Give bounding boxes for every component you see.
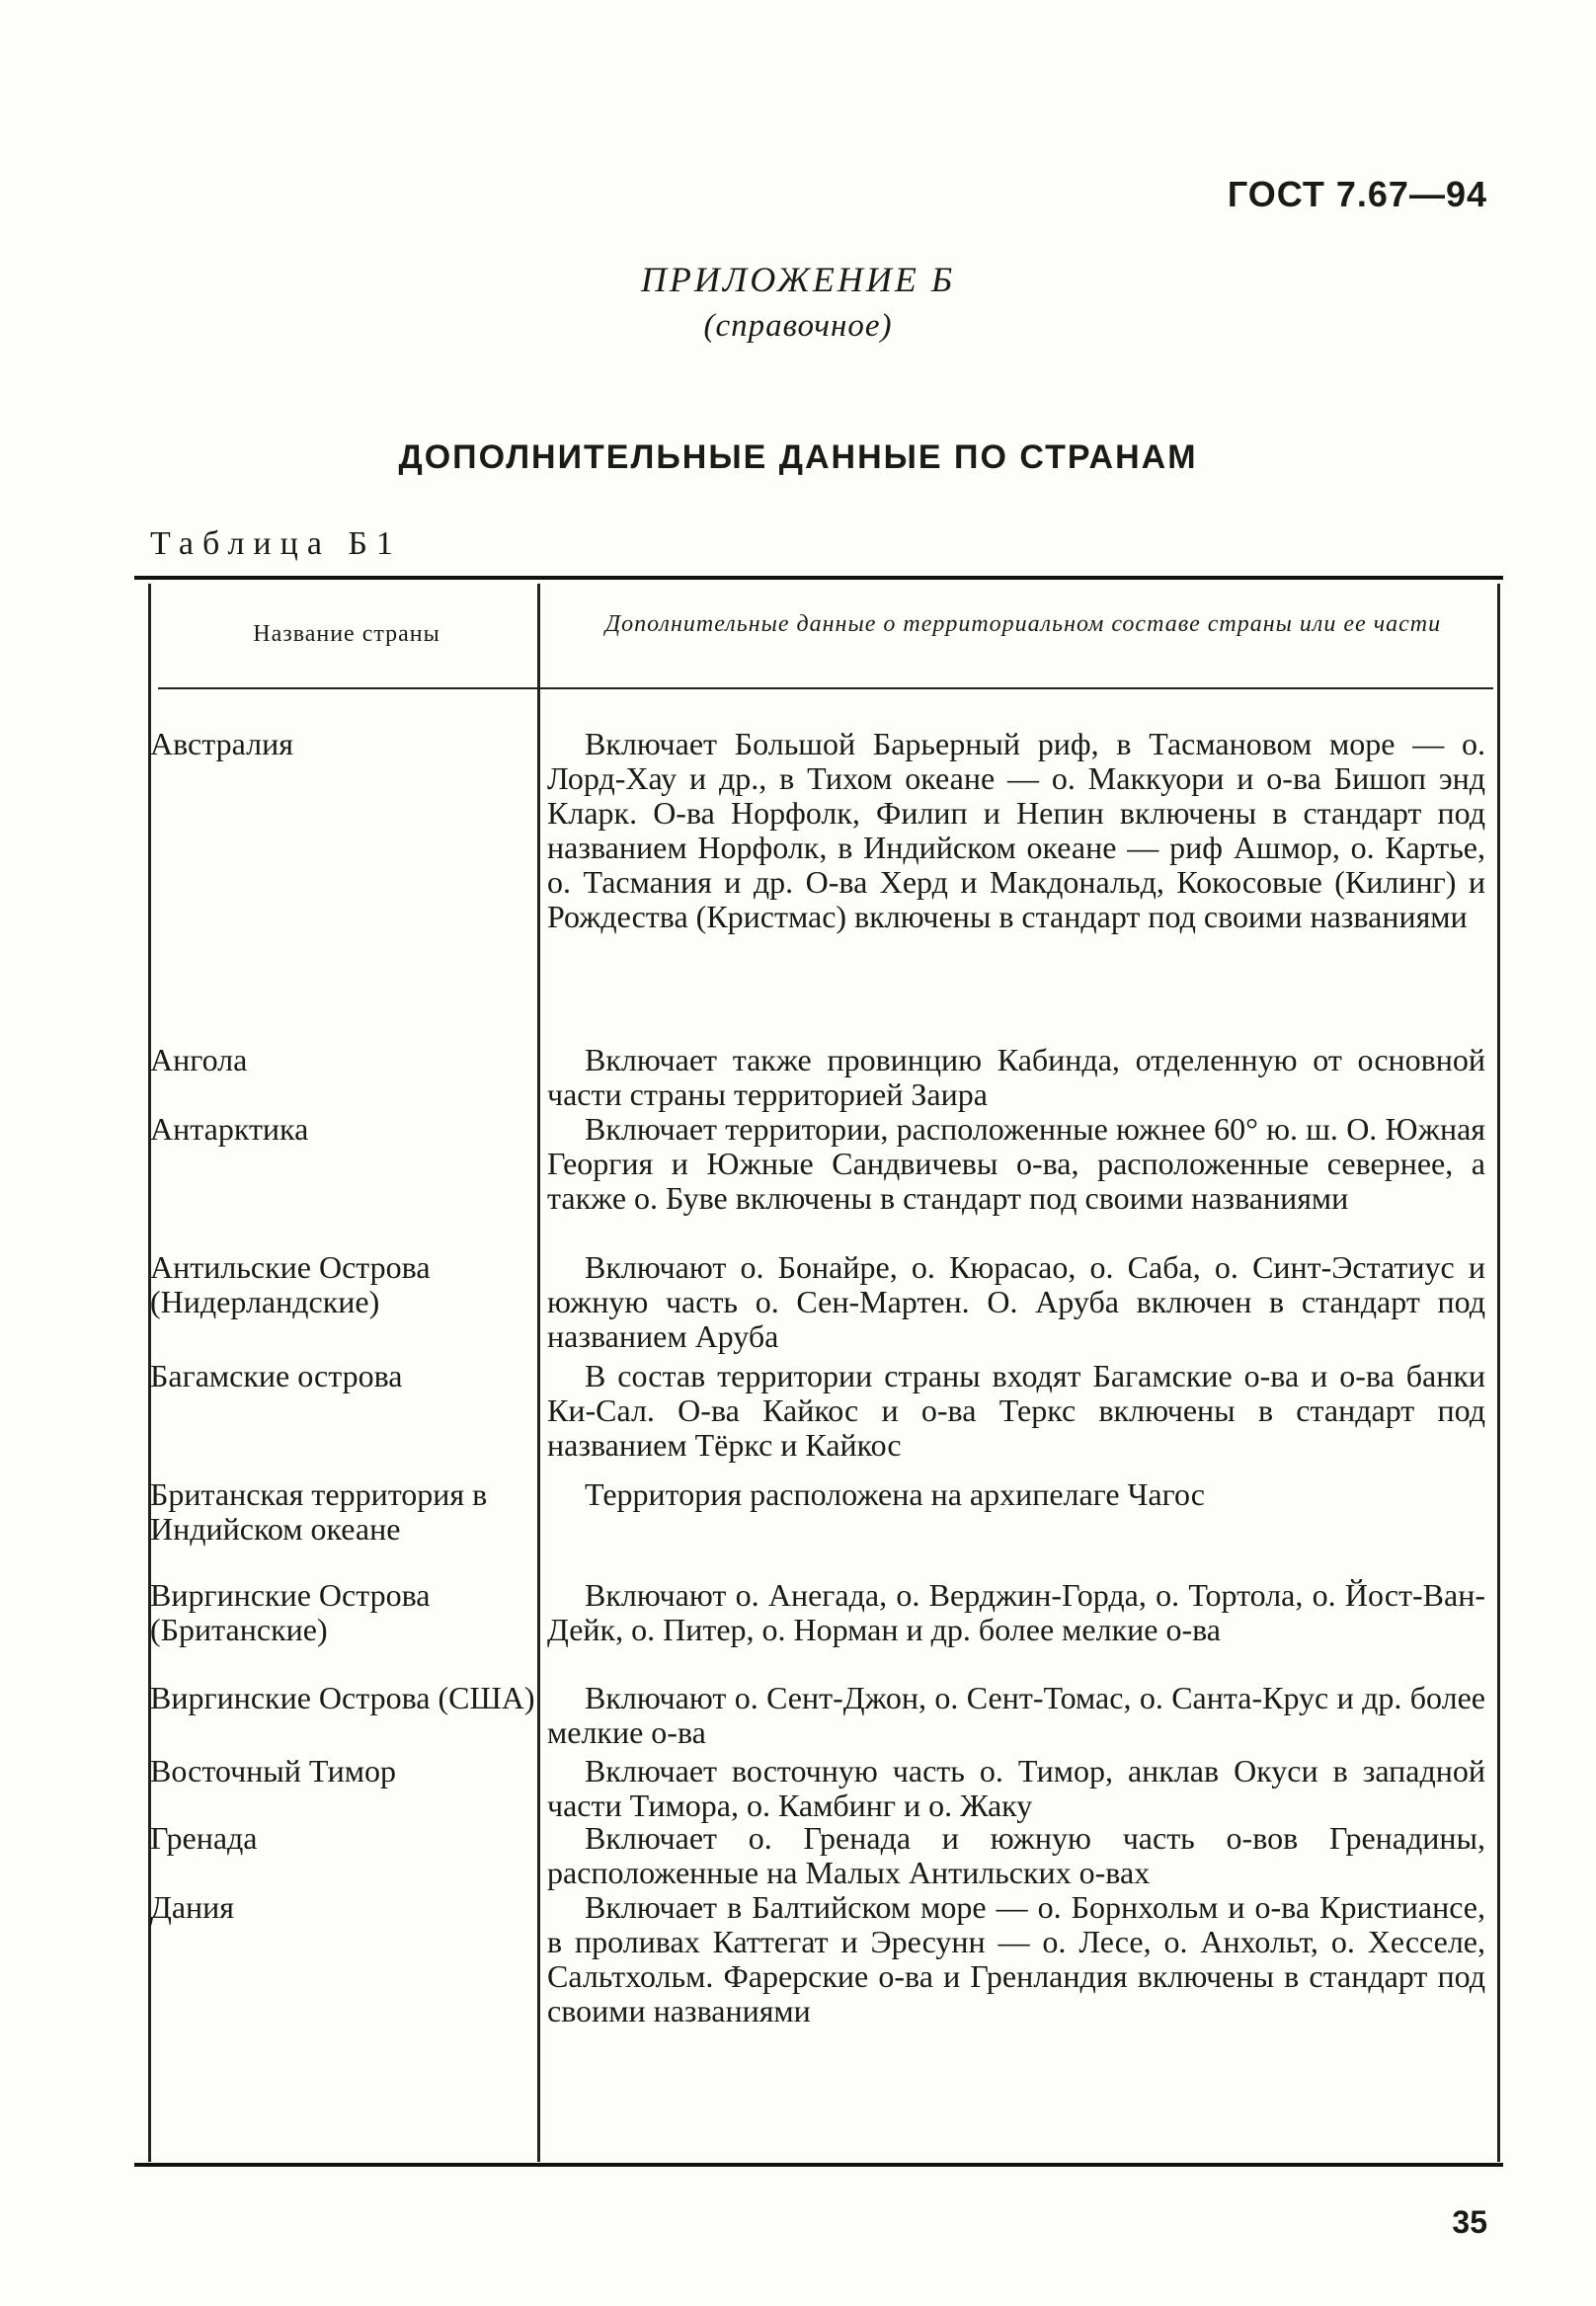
country-name: Восточный Тимор (150, 1753, 397, 1789)
country-data: Включают о. Анегада, о. Верджин-Горда, о. Тортола, о. Йост-Ван-Дейк, о. Питер, о. Норман и др. более мелкие о-ва (547, 1577, 1485, 1647)
country-data: Включают о. Бонайре, о. Кюрасао, о. Саба, о. Синт-Эстатиус и южную часть о. Сен-Мартен. О. Аруба включен в стандарт под названием Аруба (547, 1249, 1485, 1354)
country-data: Включает Большой Барьерный риф, в Тасмановом море — о. Лорд-Хау и др., в Тихом океане — о. Маккуори и о-ва Бишоп энд Кларк. О-ва Норфолк, Филип и Непин включены в стандарт под названием Норфолк, в Индийском океане — риф Ашмор, о. Картье, о. Тасмания и др. О-ва Херд и Макдональд, Кокосовые (Килинг) и Рождества (Кристмас) включены в стандарт под своими названиями (547, 726, 1485, 934)
country-name: Виргинские Острова (Британские) (150, 1577, 431, 1647)
country-name: Багамские острова (150, 1358, 403, 1393)
page-number: 35 (1452, 2204, 1487, 2240)
column-header-data: Дополнительные данные о территориальном составе страны или ее части (604, 611, 1442, 637)
country-name: Антильские Острова (Нидерландские) (150, 1249, 431, 1319)
appendix-subtitle: (справочное) (703, 308, 893, 344)
country-name: Антарктика (150, 1111, 309, 1147)
table-label: Таблица Б1 (150, 525, 402, 562)
country-name: Австралия (150, 726, 293, 761)
table-header-rule (158, 687, 1493, 689)
country-name: Виргинские Острова (США) (150, 1680, 535, 1715)
appendix-title: ПРИЛОЖЕНИЕ Б (640, 260, 956, 299)
country-data: Включает о. Гренада и южную часть о-вов Гренадины, расположенные на Малых Антильских о-вах (547, 1820, 1485, 1890)
country-data: Включает территории, расположенные южнее 60° ю. ш. О. Южная Георгия и Южные Сандвичевы о-ва, расположенные севернее, а также о. Буве включены в стандарт под своими названиями (547, 1111, 1485, 1216)
table-right-border (1497, 584, 1500, 2162)
page-heading: ДОПОЛНИТЕЛЬНЫЕ ДАННЫЕ ПО СТРАНАМ (398, 438, 1198, 476)
country-data: Включает также провинцию Кабинда, отделенную от основной части страны территорией Заира (547, 1042, 1485, 1112)
country-data: Включает восточную часть о. Тимор, анклав Окуси в западной части Тимора, о. Камбинг и о. Жаку (547, 1753, 1485, 1823)
country-data: Включает в Балтийском море — о. Борнхольм и о-ва Кристиансе, в проливах Каттегат и Эресунн — о. Лесе, о. Анхольт, о. Хесселе, Сальтхольм. Фарерские о-ва и Гренландия включены в стандарт под своими названиями (547, 1889, 1485, 2028)
country-data: Включают о. Сент-Джон, о. Сент-Томас, о. Санта-Крус и др. более мелкие о-ва (547, 1680, 1485, 1750)
country-data: В состав территории страны входят Багамские о-ва и о-ва банки Ки-Сал. О-ва Кайкос и о-ва Теркс включены в стандарт под названием Тёркс и Кайкос (547, 1358, 1485, 1463)
standard-code: ГОСТ 7.67—94 (1227, 174, 1487, 214)
country-name: Британская территория в Индийском океане (150, 1476, 488, 1547)
country-name: Дания (150, 1889, 234, 1925)
country-name: Гренада (150, 1820, 258, 1856)
table-top-rule (134, 576, 1503, 580)
column-header-country: Название страны (253, 621, 440, 647)
table-bottom-rule (134, 2163, 1503, 2167)
country-data: Территория расположена на архипелаге Чагос (585, 1476, 1205, 1512)
country-name: Ангола (150, 1042, 248, 1077)
